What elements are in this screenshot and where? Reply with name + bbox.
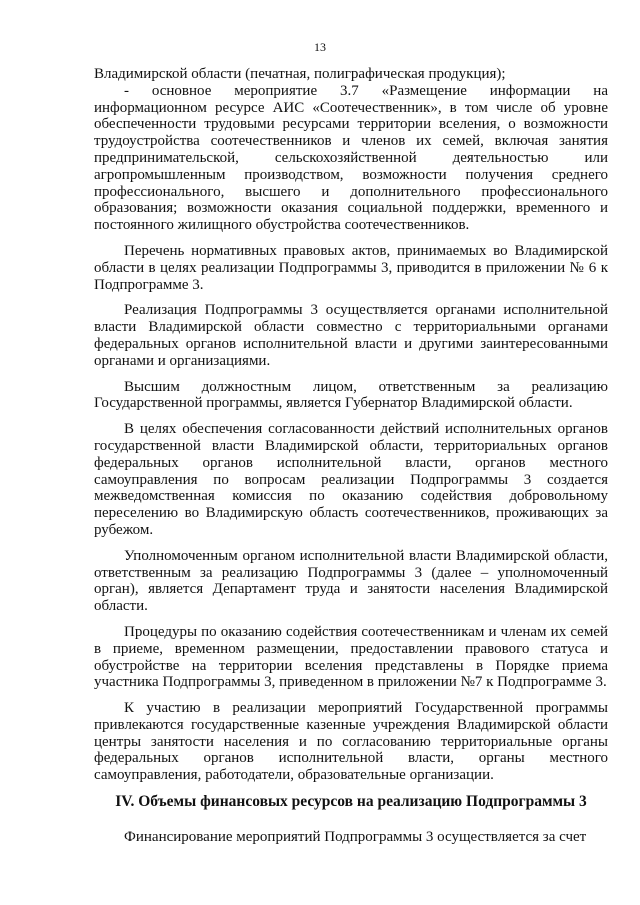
paragraph: - основное мероприятие 3.7 «Размещение информации на информационном ресурсе АИС «Соотечественник», в том числе об уровне обеспеченности трудовыми ресурсами территории вселения, о возможности трудоустройства соотечественников и членов их семей, включая занятия предпринимательской, сельскохозяйственной деятельностью или агропромышленным производством, возможности получения среднего профессионального, высшего и дополнительного профессионального образования; возможности оказания социальной поддержки, временного и постоянного жилищного обустройства соотечественников. (94, 82, 608, 234)
paragraph: Финансирование мероприятий Подпрограммы 3 осуществляется за счет (124, 829, 587, 845)
paragraph: Высшим должностным лицом, ответственным за реализацию Государственной программы, является Губернатор Владимирской области. (94, 378, 608, 412)
paragraph: Процедуры по оказанию содействия соотечественникам и членам их семей в приеме, временном размещении, предоставлении правового статуса и обустройстве на территории вселения представлены в Порядке приема участника Подпрограммы 3, приведенном в приложении №7 к Подпрограмме 3. (94, 623, 608, 691)
document-body (94, 66, 608, 793)
paragraph: Владимирской области (печатная, полиграфическая продукция); (94, 66, 506, 82)
section-heading: IV. Объемы финансовых ресурсов на реализацию Подпрограммы 3 (115, 793, 587, 810)
paragraph: В целях обеспечения согласованности действий исполнительных органов государственной власти Владимирской области, территориальных органов федеральных органов исполнительной власти, органов местного самоуправления по вопросам реализации Подпрограммы 3 создается межведомственная комиссия по оказанию содействия добровольному переселению во Владимирскую область соотечественников, проживающих за рубежом. (94, 421, 608, 538)
paragraph: Перечень нормативных правовых актов, принимаемых во Владимирской области в целях реализации Подпрограммы 3, приводится в приложении № 6 к Подпрограмме 3. (94, 242, 608, 293)
page-number: 13 (314, 40, 326, 54)
paragraph: К участию в реализации мероприятий Государственной программы привлекаются государственные казенные учреждения Владимирской области центры занятости населения и по согласованию территориальные органы федеральных органов исполнительной власти, органы местного самоуправления, работодатели, образовательные организации. (94, 700, 608, 784)
paragraph: Реализация Подпрограммы 3 осуществляется органами исполнительной власти Владимирской области совместно с территориальными органами федеральных органов исполнительной власти и другими заинтересованными органами и организациями. (94, 302, 608, 369)
paragraph: Уполномоченным органом исполнительной власти Владимирской области, ответственным за реализацию Подпрограммы 3 (далее – уполномоченный орган), является Департамент труда и занятости населения Владимирской области. (94, 547, 608, 615)
